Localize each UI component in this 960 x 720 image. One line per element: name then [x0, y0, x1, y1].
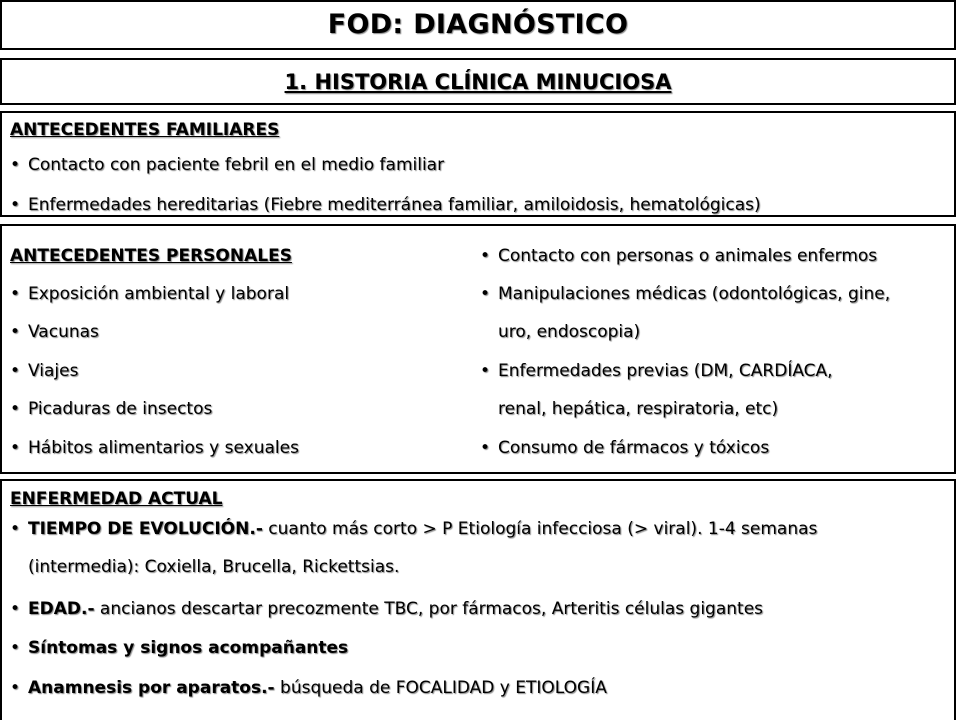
bullet-icon: • — [10, 678, 21, 698]
list-item: • Viajes — [10, 361, 79, 381]
bullet-icon: • — [10, 599, 21, 619]
personales-heading: ANTECEDENTES PERSONALES — [10, 246, 292, 266]
list-item: • Manipulaciones médicas (odontológicas, gine, uro, endoscopia) — [480, 275, 890, 351]
page-title: FOD: DIAGNÓSTICO — [327, 9, 629, 40]
bullet-icon: • — [10, 322, 21, 342]
list-item: • Exposición ambiental y laboral — [10, 284, 290, 304]
bullet-icon: • — [10, 284, 21, 304]
bullet-icon: • — [10, 361, 21, 381]
actual-box — [0, 479, 956, 720]
list-item: • Vacunas — [10, 322, 99, 342]
list-item: • Hábitos alimentarios y sexuales — [10, 438, 299, 458]
actual-heading: ENFERMEDAD ACTUAL — [10, 489, 223, 509]
list-item: • Anamnesis por aparatos.- búsqueda de FOCALIDAD y ETIOLOGÍA — [10, 678, 607, 698]
bullet-icon: • — [480, 284, 491, 304]
list-item: • Consumo de fármacos y tóxicos — [480, 438, 770, 458]
bullet-icon: • — [10, 195, 21, 215]
bullet-icon: • — [10, 399, 21, 419]
section-subtitle: 1. HISTORIA CLÍNICA MINUCIOSA — [284, 70, 672, 94]
list-item: • Síntomas y signos acompañantes — [10, 638, 349, 658]
list-item: • EDAD.- ancianos descartar precozmente TBC, por fármacos, Arteritis células gigantes — [10, 599, 764, 619]
list-item: • Enfermedades previas (DM, CARDÍACA, renal, hepática, respiratoria, etc) — [480, 352, 833, 428]
familiares-box — [0, 111, 956, 217]
bullet-icon: • — [480, 361, 491, 381]
list-item: • TIEMPO DE EVOLUCIÓN.- cuanto más corto > P Etiología infecciosa (> viral). 1-4 semanas (intermedia): Coxiella, Brucella, Rickettsias. — [10, 510, 817, 586]
title-box — [0, 0, 956, 50]
bullet-icon: • — [10, 438, 21, 458]
list-item: • Picaduras de insectos — [10, 399, 213, 419]
familiares-heading: ANTECEDENTES FAMILIARES — [10, 120, 280, 140]
bullet-icon: • — [10, 638, 21, 658]
list-item: • Enfermedades hereditarias (Fiebre mediterránea familiar, amiloidosis, hematológicas) — [10, 195, 761, 215]
bullet-icon: • — [10, 519, 21, 539]
personales-box — [0, 224, 956, 474]
bullet-icon: • — [10, 155, 21, 175]
bullet-icon: • — [480, 246, 491, 266]
list-item: • Contacto con personas o animales enfermos — [480, 246, 878, 266]
bullet-icon: • — [480, 438, 491, 458]
list-item: • Contacto con paciente febril en el medio familiar — [10, 155, 445, 175]
subtitle-box — [0, 58, 956, 105]
